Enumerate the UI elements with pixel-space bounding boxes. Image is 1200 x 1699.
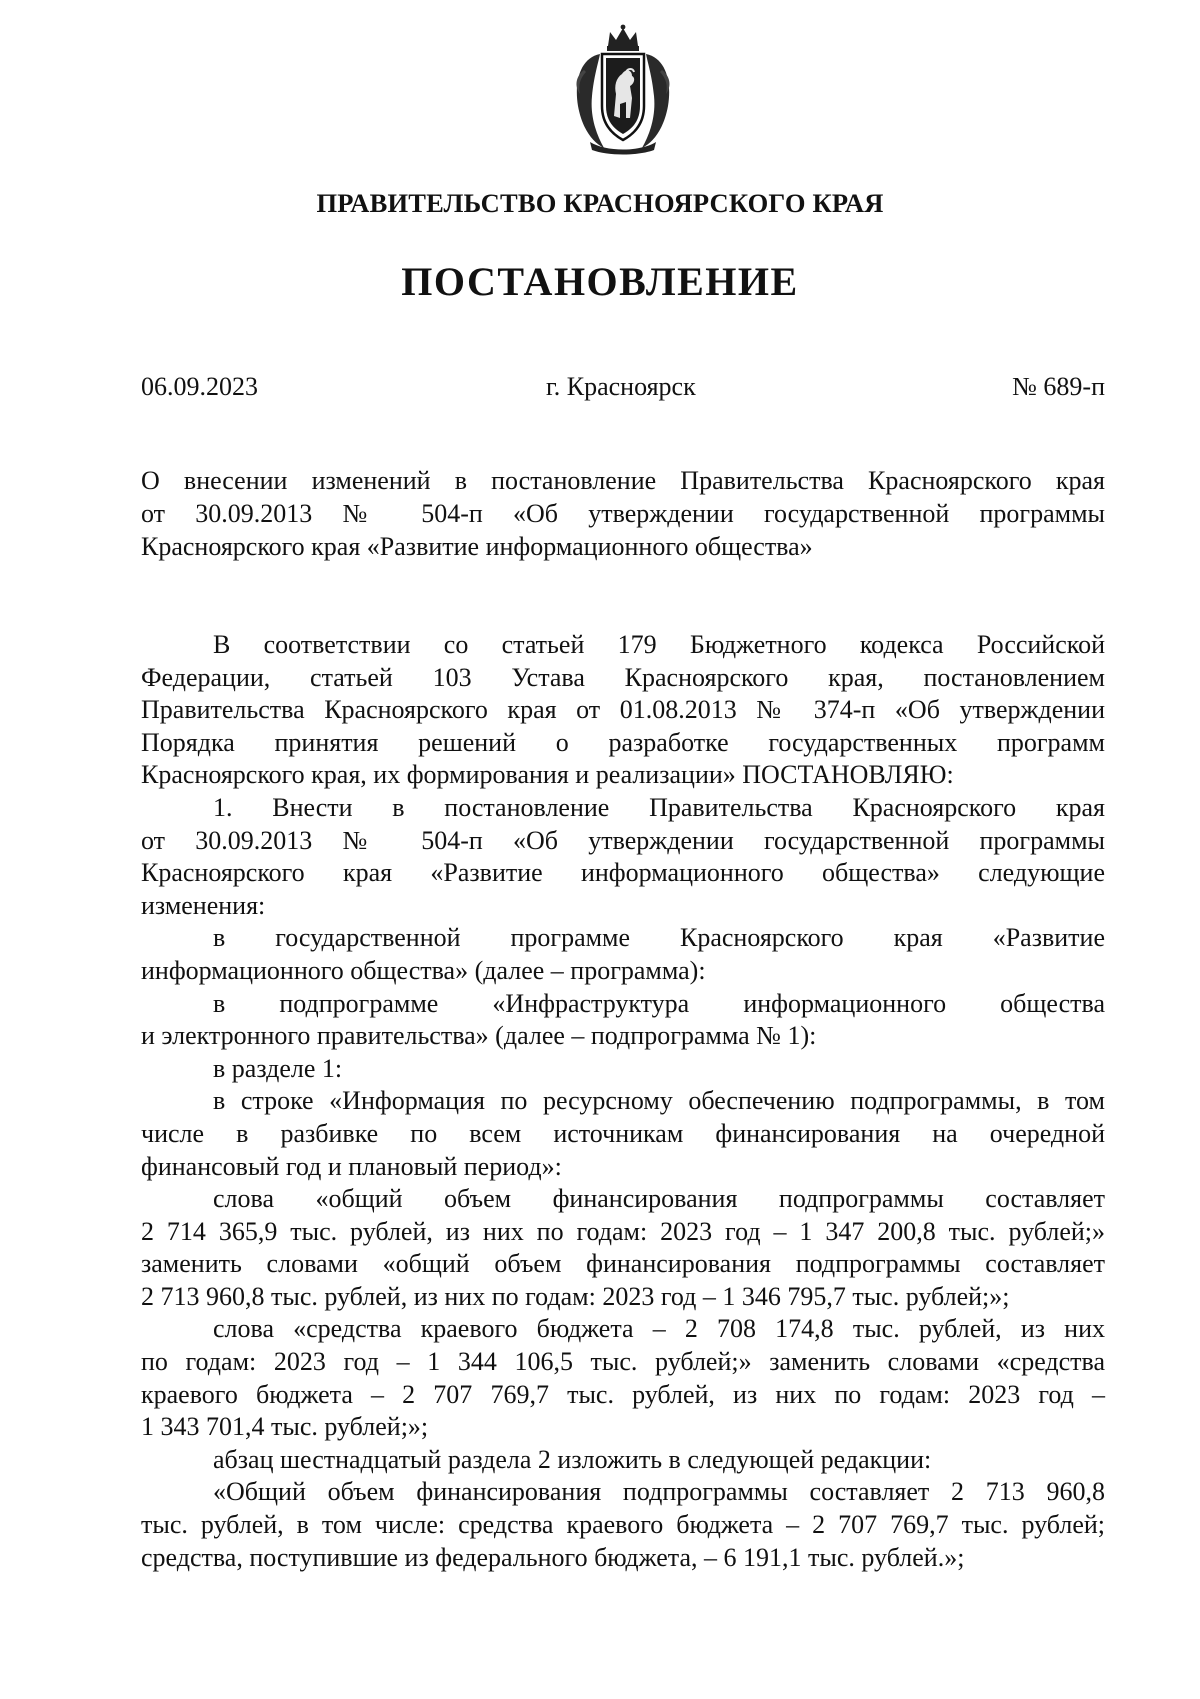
body-line: 2 714 365,9 тыс. рублей, из них по годам: 2023 год – 1 347 200,8 тыс. рублей;» — [141, 1216, 1105, 1246]
body-line: 2 713 960,8 тыс. рублей, из них по годам: 2023 год – 1 346 795,7 тыс. рублей;»; — [141, 1281, 1010, 1311]
body-line: слова «общий объем финансирования подпрограммы составляет — [213, 1184, 1105, 1214]
subject-line: от 30.09.2013 № 504-п «Об утверждении государственной программы — [141, 499, 1105, 528]
body-line: 1 343 701,4 тыс. рублей;»; — [141, 1412, 429, 1442]
body-line: «Общий объем финансирования подпрограммы составляет 2 713 960,8 — [213, 1477, 1105, 1507]
document-subject — [141, 464, 1105, 563]
body-line: средства, поступившие из федерального бюджета, – 6 191,1 тыс. рублей.»; — [141, 1542, 965, 1572]
body-line: в государственной программе Красноярского края «Развитие — [213, 923, 1105, 953]
body-line: информационного общества» (далее – программа): — [141, 955, 706, 985]
body-line: в разделе 1: — [213, 1053, 343, 1083]
body-line: числе в разбивке по всем источникам финансирования на очередной — [141, 1118, 1105, 1148]
body-line: 1. Внести в постановление Правительства Красноярского края — [213, 792, 1105, 822]
body-line: финансовый год и плановый период»: — [141, 1151, 562, 1181]
body-line: Федерации, статьей 103 Устава Красноярского края, постановлением — [141, 662, 1105, 692]
body-line: Правительства Красноярского края от 01.08.2013 № 374-п «Об утверждении — [141, 695, 1105, 725]
body-line: и электронного правительства» (далее – подпрограмма № 1): — [141, 1021, 817, 1051]
document-body — [141, 629, 1105, 1574]
document-number: № 689-п — [1012, 372, 1105, 401]
subject-line: О внесении изменений в постановление Правительства Красноярского края — [141, 466, 1105, 495]
document-date: 06.09.2023 — [141, 372, 258, 401]
body-line: в строке «Информация по ресурсному обеспечению подпрограммы, в том — [213, 1086, 1105, 1116]
body-line: изменения: — [141, 890, 266, 920]
body-line: Красноярского края, их формирования и реализации» ПОСТАНОВЛЯЮ: — [141, 760, 954, 790]
subject-line: Красноярского края «Развитие информационного общества» — [141, 532, 813, 561]
coat-of-arms-emblem — [570, 24, 676, 156]
body-line: В соответствии со статьей 179 Бюджетного кодекса Российской — [213, 630, 1105, 659]
body-line: Порядка принятия решений о разработке государственных программ — [141, 727, 1105, 757]
document-city: г. Красноярск — [546, 372, 696, 401]
body-line: краевого бюджета – 2 707 769,7 тыс. рублей, из них по годам: 2023 год – — [141, 1379, 1105, 1409]
document-type-heading: ПОСТАНОВЛЕНИЕ — [401, 259, 799, 304]
document-meta-row — [141, 372, 1105, 406]
body-line: Красноярского края «Развитие информационного общества» следующие — [141, 858, 1105, 888]
body-line: заменить словами «общий объем финансирования подпрограммы составляет — [141, 1249, 1105, 1279]
body-line: абзац шестнадцатый раздела 2 изложить в следующей редакции: — [213, 1444, 932, 1474]
body-line: по годам: 2023 год – 1 344 106,5 тыс. рублей;» заменить словами «средства — [141, 1347, 1105, 1377]
organization-title: ПРАВИТЕЛЬСТВО КРАСНОЯРСКОГО КРАЯ — [316, 188, 884, 218]
body-line: тыс. рублей, в том числе: средства краевого бюджета – 2 707 769,7 тыс. рублей; — [141, 1510, 1105, 1540]
body-line: слова «средства краевого бюджета – 2 708 174,8 тыс. рублей, из них — [213, 1314, 1105, 1344]
body-line: от 30.09.2013 № 504-п «Об утверждении государственной программы — [141, 825, 1105, 855]
body-line: в подпрограмме «Инфраструктура информационного общества — [213, 988, 1105, 1018]
